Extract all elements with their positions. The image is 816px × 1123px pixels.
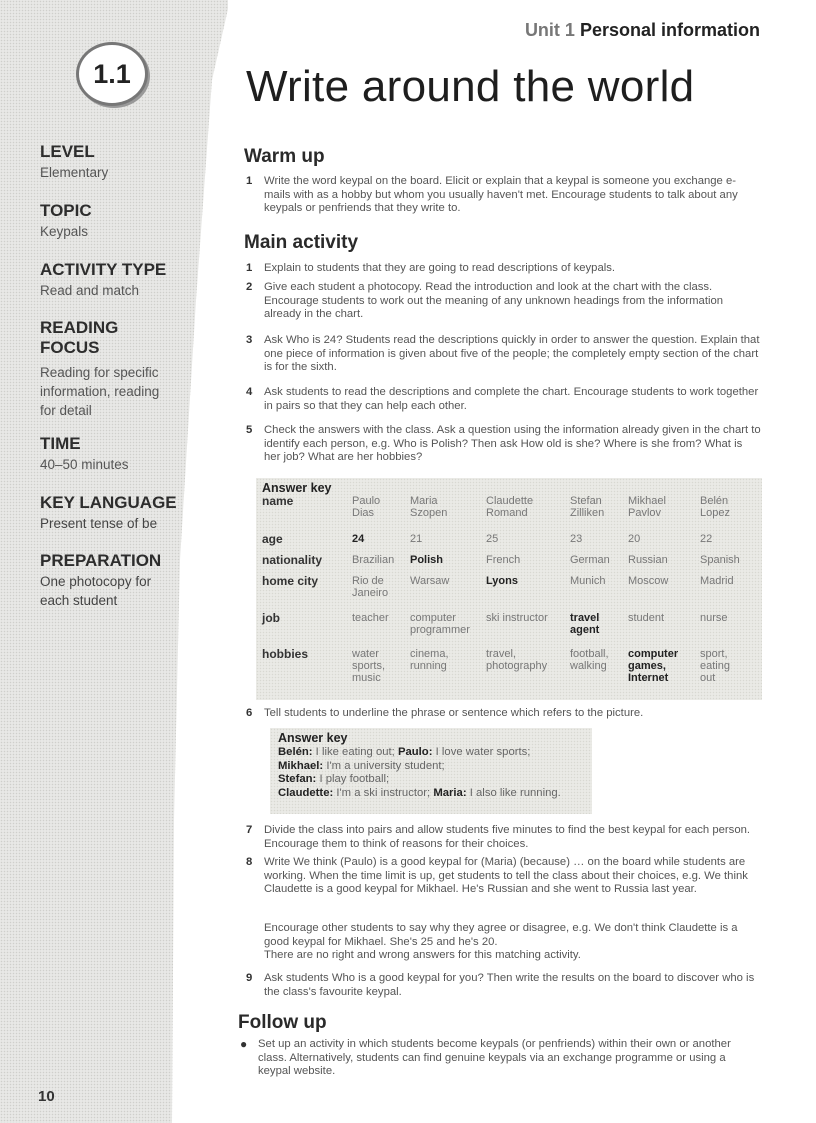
main-step-9	[246, 972, 761, 999]
activity-number-badge: 1.1	[76, 42, 148, 106]
main-step-6	[246, 707, 761, 721]
cell-age: 22	[700, 533, 713, 545]
key-language-section	[40, 493, 190, 533]
cell-home-city: Rio de Janeiro	[352, 575, 389, 599]
step-number: 8	[246, 856, 253, 868]
cell-job: nurse	[700, 612, 728, 624]
row-label-age: age	[262, 532, 283, 546]
answer-key-2-title: Answer key	[278, 731, 348, 745]
cell-nationality: German	[570, 554, 610, 566]
answer-key-title: Answer key	[262, 481, 332, 495]
step-number: 7	[246, 824, 253, 836]
step-text: There are no right and wrong answers for this matching activity.	[264, 949, 581, 961]
cell-hobbies: water sports, music	[352, 648, 386, 684]
step-number: 3	[246, 334, 253, 346]
step-number: 1	[246, 175, 253, 187]
cell-hobbies: football, walking	[570, 648, 609, 672]
bullet-icon: ●	[240, 1037, 248, 1051]
reading-focus-section	[40, 318, 122, 358]
main-step-8-cont	[246, 922, 761, 949]
cell-hobbies: sport, eating out	[700, 648, 730, 684]
cell-name: Paulo Dias	[352, 495, 381, 519]
cell-hobbies: travel, photography	[486, 648, 548, 672]
key-language-value: Present tense of be	[40, 516, 158, 531]
topic-heading: TOPIC	[40, 201, 92, 220]
main-step-4	[246, 386, 761, 413]
level-heading: LEVEL	[40, 142, 95, 161]
cell-job: travel agent	[570, 612, 600, 636]
cell-job: ski instructor	[486, 612, 548, 624]
cell-name: Stefan Zilliken	[570, 495, 605, 519]
step-text: Check the answers with the class. Ask a question using the information already given in the chart to identify each person, e.g. Who is Polish? Then ask How old is she? Where is she from? What is her job? What are her hobbies?	[264, 424, 761, 464]
step-text: Tell students to underline the phrase or sentence which refers to the picture.	[264, 707, 644, 719]
step-number: 6	[246, 707, 253, 719]
cell-age: 23	[570, 533, 583, 545]
answer-line: Claudette: I'm a ski instructor; Maria: I also like running.	[278, 786, 561, 799]
cell-job: computer programmer	[410, 612, 470, 636]
step-text: Set up an activity in which students become keypals (or penfriends) within their own or another class. Alternatively, students can find genuine keypals via an exchange programme or using a keypal website.	[258, 1038, 731, 1078]
step-text: Write the word keypal on the board. Elicit or explain that a keypal is someone you exchange e-mails with as a hobby but whom you usually haven't met. Encourage students to talk about any keypals or penfriends that they write to.	[264, 175, 738, 215]
step-text: Ask Who is 24? Students read the descriptions quickly in order to answer the question. Explain that one piece of information is given about five of the people; the completely empty section of the chart is for the sixth.	[264, 334, 760, 374]
cell-job: student	[628, 612, 665, 624]
main-step-5	[246, 424, 761, 465]
cell-age: 24	[352, 533, 365, 545]
step-text: Divide the class into pairs and allow students five minutes to find the best keypal for each person. Encourage them to think of reasons for their choices.	[264, 824, 751, 850]
step-text: Give each student a photocopy. Read the introduction and look at the chart with the class. Encourage students to work out the meaning of any unknown headings from the information already in the chart.	[264, 281, 724, 321]
page-number: 10	[38, 1088, 55, 1105]
step-text: Ask students to read the descriptions and complete the chart. Encourage students to work together in pairs so that they can help each other.	[264, 386, 759, 412]
topic-value: Keypals	[40, 224, 89, 239]
main-step-8	[246, 856, 761, 897]
activity-type-heading: ACTIVITY TYPE	[40, 260, 167, 279]
warm-up-heading: Warm up	[244, 146, 325, 167]
answer-line: Stefan: I play football;	[278, 773, 390, 786]
cell-nationality: Polish	[410, 554, 444, 566]
reading-focus-heading: READING FOCUS	[40, 318, 119, 357]
cell-nationality: Spanish	[700, 554, 740, 566]
cell-home-city: Moscow	[628, 575, 669, 587]
cell-job: teacher	[352, 612, 389, 624]
warm-up-step-1	[246, 175, 761, 216]
cell-nationality: Brazilian	[352, 554, 395, 566]
level-section	[40, 142, 175, 182]
main-activity-heading: Main activity	[244, 232, 359, 253]
cell-home-city: Munich	[570, 575, 606, 587]
row-label-home-city: home city	[262, 574, 319, 588]
step-number: 9	[246, 972, 253, 984]
cell-nationality: French	[486, 554, 521, 566]
step-number: 2	[246, 281, 253, 293]
main-step-3	[246, 334, 761, 375]
unit-number: Unit 1	[524, 20, 575, 40]
unit-header	[525, 20, 760, 41]
step-number: 5	[246, 424, 253, 436]
cell-hobbies: cinema, running	[410, 648, 449, 672]
row-label-name: name	[262, 494, 294, 508]
activity-type-section	[40, 260, 190, 300]
step-text: Write We think (Paulo) is a good keypal for (Maria) (because) … on the board while students are working. When the time limit is up, get students to tell the class about their choices, e.g. We think Claudette is a good keypal for Mikhael. He's Russian and she went to Russia last year.	[264, 856, 748, 896]
main-step-7	[246, 824, 761, 851]
step-text: Explain to students that they are going to read descriptions of keypals.	[264, 262, 616, 274]
reading-focus-value: Reading for specific information, reading for detail	[40, 365, 160, 418]
answer-key-2-lines	[278, 746, 588, 800]
main-step-8-note	[246, 949, 761, 963]
cell-hobbies: computer games, Internet	[628, 648, 679, 684]
preparation-heading: PREPARATION	[40, 551, 162, 570]
level-value: Elementary	[40, 165, 109, 180]
cell-age: 20	[628, 533, 641, 545]
time-value: 40–50 minutes	[40, 457, 129, 472]
row-label-nationality: nationality	[262, 553, 323, 567]
main-step-1	[246, 262, 761, 276]
topic-section	[40, 201, 175, 241]
step-text: Ask students Who is a good keypal for you? Then write the results on the board to discover who is the class's favourite keypal.	[264, 972, 755, 998]
activity-type-value: Read and match	[40, 283, 140, 298]
step-number: 4	[246, 386, 253, 398]
time-heading: TIME	[40, 434, 81, 453]
cell-name: Claudette Romand	[486, 495, 534, 519]
follow-up-heading: Follow up	[238, 1012, 327, 1033]
answer-line: Belén: I like eating out; Paulo: I love water sports;	[278, 746, 531, 758]
cell-name: Mikhael Pavlov	[628, 495, 666, 519]
cell-home-city: Lyons	[486, 575, 518, 587]
cell-home-city: Madrid	[700, 575, 734, 587]
row-label-hobbies: hobbies	[262, 647, 309, 661]
cell-name: Belén Lopez	[700, 495, 730, 519]
unit-title: Personal information	[579, 20, 760, 40]
cell-home-city: Warsaw	[410, 575, 450, 587]
preparation-value: One photocopy for each student	[40, 574, 152, 608]
reading-focus-value-wrap	[40, 362, 172, 420]
answer-line: Mikhael: I'm a university student;	[278, 759, 445, 772]
main-step-2	[246, 281, 761, 322]
time-section	[40, 434, 175, 474]
row-label-job: job	[262, 611, 280, 625]
key-language-heading: KEY LANGUAGE	[40, 493, 177, 512]
cell-nationality: Russian	[628, 554, 668, 566]
cell-age: 25	[486, 533, 499, 545]
follow-up-bullet	[240, 1038, 760, 1079]
cell-age: 21	[410, 533, 423, 545]
cell-name: Maria Szopen	[410, 495, 448, 519]
step-text: Encourage other students to say why they agree or disagree, e.g. We don't think Claudette is a good keypal for Mikhael. She's 25 and he's 20.	[264, 922, 738, 948]
page-title: Write around the world	[246, 62, 695, 111]
step-number: 1	[246, 262, 253, 274]
preparation-section	[40, 551, 165, 610]
